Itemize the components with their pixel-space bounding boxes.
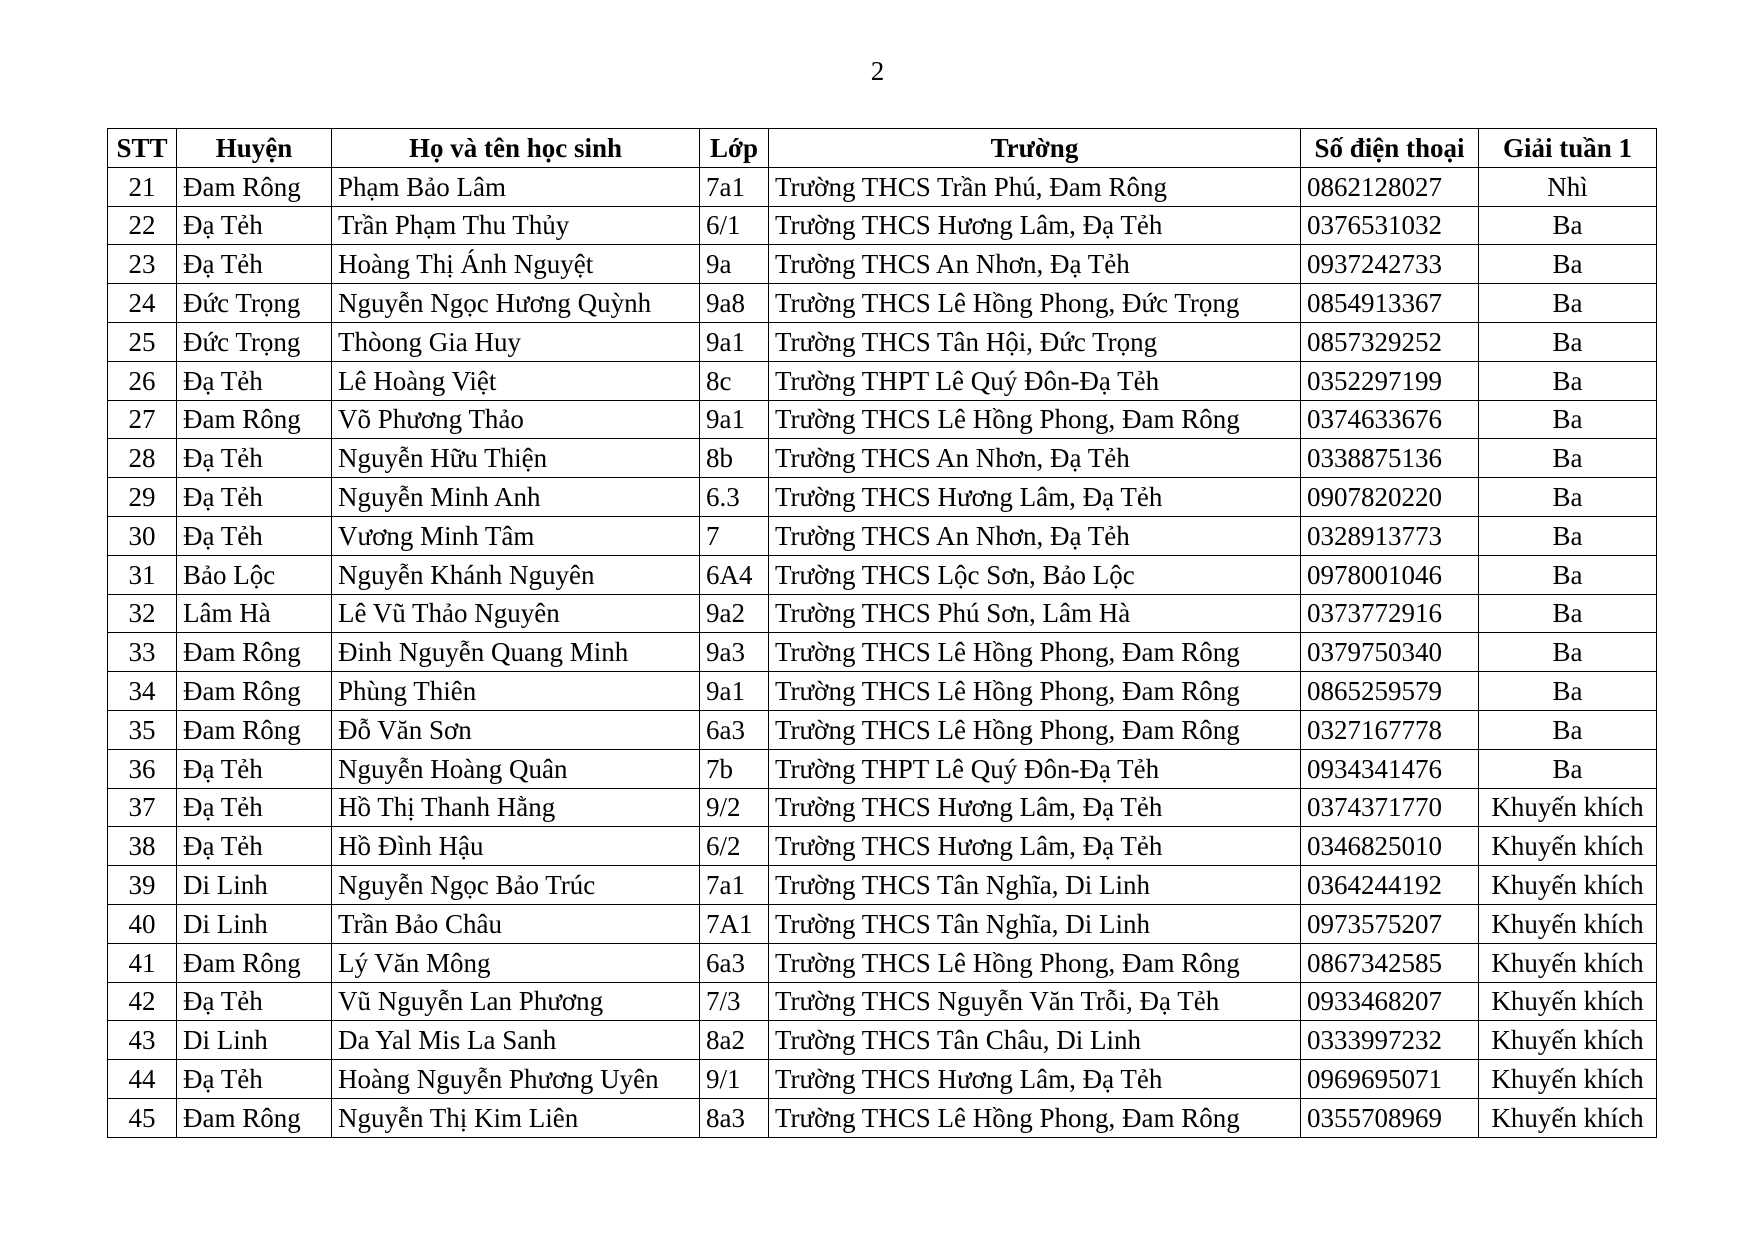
cell-district: Di Linh [177,866,332,905]
cell-school: Trường THCS Hương Lâm, Đạ Tẻh [769,1060,1301,1099]
cell-school: Trường THCS Lê Hồng Phong, Đam Rông [769,400,1301,439]
table-row [108,322,1657,361]
cell-prize: Khuyến khích [1479,982,1657,1021]
cell-school: Trường THCS Tân Nghĩa, Di Linh [769,904,1301,943]
cell-district: Di Linh [177,1021,332,1060]
table-row [108,245,1657,284]
cell-student-name: Nguyễn Hoàng Quân [332,749,700,788]
cell-phone: 0937242733 [1301,245,1479,284]
cell-stt: 32 [108,594,177,633]
cell-school: Trường THCS Hương Lâm, Đạ Tẻh [769,206,1301,245]
cell-school: Trường THCS Tân Hội, Đức Trọng [769,322,1301,361]
cell-stt: 41 [108,943,177,982]
cell-prize: Ba [1479,672,1657,711]
table-row [108,749,1657,788]
table-row [108,555,1657,594]
cell-prize: Ba [1479,361,1657,400]
cell-class: 6/1 [700,206,769,245]
table-row [108,788,1657,827]
cell-school: Trường THPT Lê Quý Đôn-Đạ Tẻh [769,749,1301,788]
cell-class: 7/3 [700,982,769,1021]
cell-class: 6a3 [700,710,769,749]
table-row [108,672,1657,711]
cell-school: Trường THCS An Nhơn, Đạ Tẻh [769,439,1301,478]
table-row [108,866,1657,905]
cell-prize: Ba [1479,633,1657,672]
cell-class: 9/2 [700,788,769,827]
header-student-name: Họ và tên học sinh [332,129,700,168]
table-row [108,361,1657,400]
cell-district: Đam Rông [177,710,332,749]
cell-student-name: Da Yal Mis La Sanh [332,1021,700,1060]
cell-school: Trường THCS An Nhơn, Đạ Tẻh [769,245,1301,284]
cell-school: Trường THCS Hương Lâm, Đạ Tẻh [769,827,1301,866]
cell-phone: 0373772916 [1301,594,1479,633]
cell-stt: 42 [108,982,177,1021]
table-row [108,439,1657,478]
cell-prize: Khuyến khích [1479,827,1657,866]
cell-stt: 37 [108,788,177,827]
cell-phone: 0333997232 [1301,1021,1479,1060]
cell-district: Di Linh [177,904,332,943]
cell-student-name: Đỗ Văn Sơn [332,710,700,749]
cell-school: Trường THCS Lộc Sơn, Bảo Lộc [769,555,1301,594]
cell-prize: Ba [1479,284,1657,323]
cell-student-name: Trần Phạm Thu Thủy [332,206,700,245]
cell-student-name: Nguyễn Hữu Thiện [332,439,700,478]
table-row [108,516,1657,555]
cell-prize: Nhì [1479,167,1657,206]
cell-student-name: Lý Văn Mông [332,943,700,982]
cell-stt: 44 [108,1060,177,1099]
cell-student-name: Võ Phương Thảo [332,400,700,439]
header-prize: Giải tuần 1 [1479,129,1657,168]
cell-student-name: Nguyễn Ngọc Hương Quỳnh [332,284,700,323]
cell-phone: 0352297199 [1301,361,1479,400]
cell-student-name: Nguyễn Ngọc Bảo Trúc [332,866,700,905]
cell-class: 7a1 [700,167,769,206]
cell-class: 6/2 [700,827,769,866]
cell-class: 9/1 [700,1060,769,1099]
cell-prize: Khuyến khích [1479,943,1657,982]
header-school: Trường [769,129,1301,168]
cell-stt: 39 [108,866,177,905]
cell-class: 9a8 [700,284,769,323]
cell-district: Đạ Tẻh [177,245,332,284]
cell-student-name: Nguyễn Khánh Nguyên [332,555,700,594]
cell-district: Đam Rông [177,167,332,206]
cell-phone: 0364244192 [1301,866,1479,905]
cell-phone: 0376531032 [1301,206,1479,245]
cell-district: Đạ Tẻh [177,361,332,400]
cell-stt: 33 [108,633,177,672]
cell-district: Lâm Hà [177,594,332,633]
cell-school: Trường THCS Tân Nghĩa, Di Linh [769,866,1301,905]
table-body [108,167,1657,1137]
cell-student-name: Hồ Đình Hậu [332,827,700,866]
table-row [108,284,1657,323]
cell-school: Trường THCS An Nhơn, Đạ Tẻh [769,516,1301,555]
cell-prize: Ba [1479,516,1657,555]
cell-student-name: Nguyễn Minh Anh [332,478,700,517]
cell-school: Trường THPT Lê Quý Đôn-Đạ Tẻh [769,361,1301,400]
cell-class: 7A1 [700,904,769,943]
cell-school: Trường THCS Phú Sơn, Lâm Hà [769,594,1301,633]
cell-class: 9a [700,245,769,284]
cell-stt: 34 [108,672,177,711]
cell-stt: 23 [108,245,177,284]
cell-class: 9a1 [700,672,769,711]
cell-prize: Khuyến khích [1479,904,1657,943]
table-row [108,943,1657,982]
table-row [108,167,1657,206]
cell-stt: 22 [108,206,177,245]
cell-phone: 0854913367 [1301,284,1479,323]
cell-school: Trường THCS Lê Hồng Phong, Đam Rông [769,1098,1301,1137]
cell-phone: 0328913773 [1301,516,1479,555]
cell-stt: 35 [108,710,177,749]
cell-stt: 21 [108,167,177,206]
header-phone: Số điện thoại [1301,129,1479,168]
cell-school: Trường THCS Lê Hồng Phong, Đam Rông [769,633,1301,672]
cell-phone: 0374633676 [1301,400,1479,439]
cell-phone: 0907820220 [1301,478,1479,517]
cell-student-name: Hoàng Thị Ánh Nguyệt [332,245,700,284]
cell-stt: 45 [108,1098,177,1137]
cell-prize: Ba [1479,478,1657,517]
cell-district: Đạ Tẻh [177,1060,332,1099]
cell-phone: 0379750340 [1301,633,1479,672]
cell-stt: 26 [108,361,177,400]
cell-stt: 27 [108,400,177,439]
cell-prize: Ba [1479,206,1657,245]
cell-district: Đam Rông [177,633,332,672]
cell-student-name: Phùng Thiên [332,672,700,711]
cell-student-name: Hồ Thị Thanh Hằng [332,788,700,827]
cell-student-name: Lê Vũ Thảo Nguyên [332,594,700,633]
cell-stt: 28 [108,439,177,478]
cell-class: 8a3 [700,1098,769,1137]
cell-phone: 0862128027 [1301,167,1479,206]
table-row [108,1060,1657,1099]
cell-district: Đạ Tẻh [177,516,332,555]
cell-phone: 0865259579 [1301,672,1479,711]
cell-district: Đạ Tẻh [177,478,332,517]
cell-district: Đạ Tẻh [177,827,332,866]
table-row [108,827,1657,866]
table-row [108,1021,1657,1060]
cell-class: 8a2 [700,1021,769,1060]
cell-district: Đạ Tẻh [177,749,332,788]
cell-prize: Khuyến khích [1479,1021,1657,1060]
cell-district: Đạ Tẻh [177,439,332,478]
cell-school: Trường THCS Nguyễn Văn Trỗi, Đạ Tẻh [769,982,1301,1021]
cell-school: Trường THCS Hương Lâm, Đạ Tẻh [769,478,1301,517]
cell-class: 9a2 [700,594,769,633]
cell-phone: 0857329252 [1301,322,1479,361]
cell-phone: 0346825010 [1301,827,1479,866]
cell-school: Trường THCS Tân Châu, Di Linh [769,1021,1301,1060]
cell-student-name: Nguyễn Thị Kim Liên [332,1098,700,1137]
table-row [108,478,1657,517]
cell-district: Đạ Tẻh [177,788,332,827]
cell-district: Đam Rông [177,1098,332,1137]
cell-stt: 43 [108,1021,177,1060]
cell-phone: 0355708969 [1301,1098,1479,1137]
cell-student-name: Đinh Nguyễn Quang Minh [332,633,700,672]
cell-prize: Khuyến khích [1479,1060,1657,1099]
cell-stt: 24 [108,284,177,323]
table-row [108,400,1657,439]
cell-district: Đức Trọng [177,322,332,361]
cell-school: Trường THCS Lê Hồng Phong, Đam Rông [769,672,1301,711]
cell-class: 7a1 [700,866,769,905]
cell-district: Đạ Tẻh [177,982,332,1021]
cell-class: 9a1 [700,400,769,439]
cell-school: Trường THCS Hương Lâm, Đạ Tẻh [769,788,1301,827]
cell-prize: Khuyến khích [1479,1098,1657,1137]
cell-student-name: Thòong Gia Huy [332,322,700,361]
cell-stt: 36 [108,749,177,788]
cell-student-name: Trần Bảo Châu [332,904,700,943]
cell-district: Đạ Tẻh [177,206,332,245]
cell-prize: Ba [1479,749,1657,788]
header-class: Lớp [700,129,769,168]
cell-school: Trường THCS Trần Phú, Đam Rông [769,167,1301,206]
cell-stt: 31 [108,555,177,594]
cell-school: Trường THCS Lê Hồng Phong, Đam Rông [769,710,1301,749]
cell-student-name: Vương Minh Tâm [332,516,700,555]
cell-stt: 38 [108,827,177,866]
cell-student-name: Vũ Nguyễn Lan Phương [332,982,700,1021]
cell-prize: Ba [1479,322,1657,361]
cell-prize: Ba [1479,439,1657,478]
cell-class: 7b [700,749,769,788]
cell-phone: 0374371770 [1301,788,1479,827]
header-district: Huyện [177,129,332,168]
table-row [108,633,1657,672]
cell-student-name: Hoàng Nguyễn Phương Uyên [332,1060,700,1099]
cell-phone: 0933468207 [1301,982,1479,1021]
table-row [108,904,1657,943]
cell-prize: Ba [1479,245,1657,284]
cell-prize: Ba [1479,594,1657,633]
table-row [108,594,1657,633]
cell-prize: Khuyến khích [1479,788,1657,827]
table-row [108,206,1657,245]
cell-district: Đức Trọng [177,284,332,323]
cell-phone: 0867342585 [1301,943,1479,982]
cell-prize: Ba [1479,710,1657,749]
table-header-row [108,129,1657,168]
cell-stt: 40 [108,904,177,943]
cell-class: 8b [700,439,769,478]
cell-class: 9a1 [700,322,769,361]
cell-district: Đam Rông [177,943,332,982]
cell-stt: 25 [108,322,177,361]
cell-phone: 0978001046 [1301,555,1479,594]
cell-class: 9a3 [700,633,769,672]
cell-district: Đam Rông [177,400,332,439]
cell-district: Bảo Lộc [177,555,332,594]
results-table [107,128,1657,1138]
cell-class: 8c [700,361,769,400]
table-row [108,982,1657,1021]
cell-prize: Ba [1479,555,1657,594]
cell-phone: 0338875136 [1301,439,1479,478]
cell-school: Trường THCS Lê Hồng Phong, Đức Trọng [769,284,1301,323]
cell-phone: 0934341476 [1301,749,1479,788]
cell-class: 6a3 [700,943,769,982]
header-stt: STT [108,129,177,168]
cell-phone: 0327167778 [1301,710,1479,749]
cell-phone: 0969695071 [1301,1060,1479,1099]
cell-stt: 30 [108,516,177,555]
cell-student-name: Lê Hoàng Việt [332,361,700,400]
table-row [108,1098,1657,1137]
cell-class: 6A4 [700,555,769,594]
cell-prize: Ba [1479,400,1657,439]
cell-phone: 0973575207 [1301,904,1479,943]
cell-district: Đam Rông [177,672,332,711]
table-row [108,710,1657,749]
cell-school: Trường THCS Lê Hồng Phong, Đam Rông [769,943,1301,982]
cell-student-name: Phạm Bảo Lâm [332,167,700,206]
cell-stt: 29 [108,478,177,517]
cell-prize: Khuyến khích [1479,866,1657,905]
page-number: 2 [870,56,885,86]
cell-class: 6.3 [700,478,769,517]
cell-class: 7 [700,516,769,555]
